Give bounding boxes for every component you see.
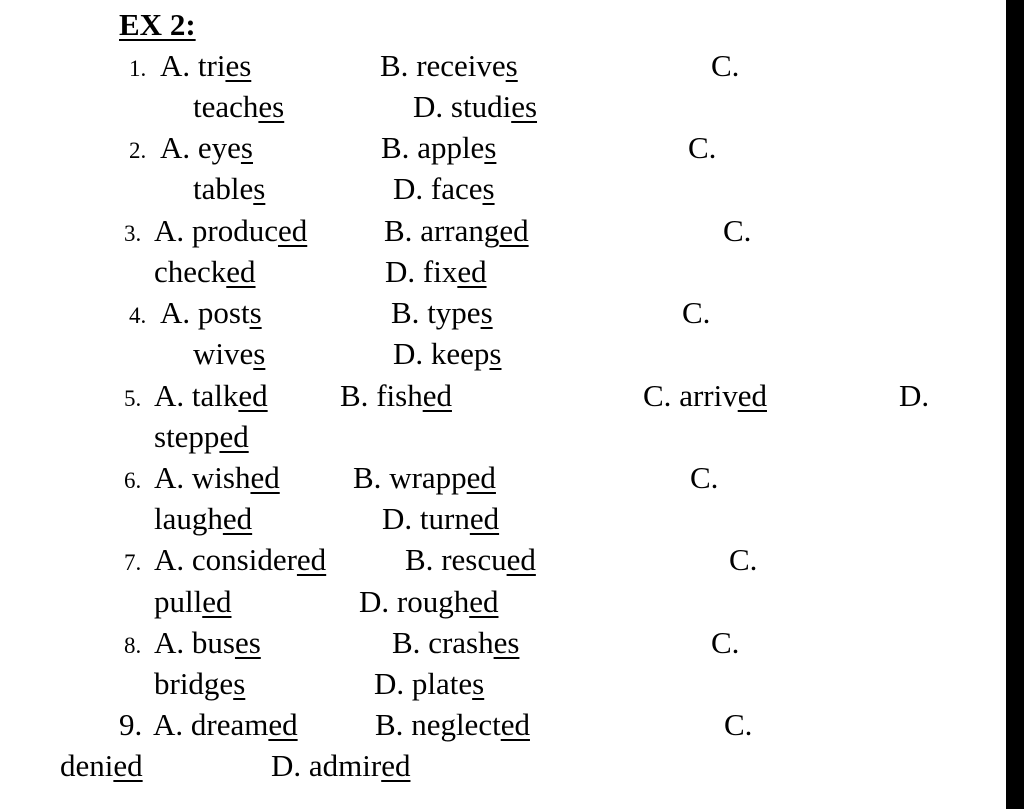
- question-5-number: 5.: [124, 386, 142, 411]
- q7-option-c-letter: C.: [729, 542, 758, 577]
- q7-option-b: B. rescued: [405, 542, 536, 577]
- q6-option-a: A. wished: [154, 460, 280, 495]
- question-3-number: 3.: [124, 221, 142, 246]
- q5-option-c: C. arrived: [643, 378, 767, 413]
- q5-option-d-word: stepped: [154, 419, 249, 454]
- q8-option-c-word: bridges: [154, 666, 246, 701]
- q6-option-c-letter: C.: [690, 460, 719, 495]
- q4-option-d: D. keeps: [393, 336, 502, 371]
- q2-option-c-word: tables: [193, 171, 266, 206]
- q6-option-b: B. wrapped: [353, 460, 496, 495]
- q3-option-b: B. arranged: [384, 213, 529, 248]
- q5-option-a: A. talked: [154, 378, 268, 413]
- q8-option-b: B. crashes: [392, 625, 520, 660]
- q7-option-a: A. considered: [154, 542, 327, 577]
- exercise-heading: EX 2:: [119, 7, 196, 42]
- q1-option-a: A. tries: [160, 48, 252, 83]
- q4-option-b: B. types: [391, 295, 493, 330]
- q5-option-b: B. fished: [340, 378, 452, 413]
- q6-option-d: D. turned: [382, 501, 500, 536]
- q9-option-a: A. dreamed: [153, 707, 298, 742]
- q6-option-c-word: laughed: [154, 501, 253, 536]
- question-2-number: 2.: [129, 138, 147, 163]
- q1-option-b: B. receives: [380, 48, 518, 83]
- q2-option-a: A. eyes: [160, 130, 253, 165]
- q2-option-c-letter: C.: [688, 130, 717, 165]
- q9-option-c-letter: C.: [724, 707, 753, 742]
- q1-option-c-letter: C.: [711, 48, 740, 83]
- q1-option-d: D. studies: [413, 89, 538, 124]
- question-9-number: 9.: [119, 707, 143, 742]
- q3-option-c-word: checked: [154, 254, 256, 289]
- question-8-number: 8.: [124, 633, 142, 658]
- q8-option-c-letter: C.: [711, 625, 740, 660]
- q1-option-c-word: teaches: [193, 89, 285, 124]
- q7-option-c-word: pulled: [154, 584, 232, 619]
- q4-option-c-letter: C.: [682, 295, 711, 330]
- q8-option-a: A. buses: [154, 625, 261, 660]
- q8-option-d: D. plates: [374, 666, 485, 701]
- q2-option-d: D. faces: [393, 171, 495, 206]
- q3-option-c-letter: C.: [723, 213, 752, 248]
- q3-option-d: D. fixed: [385, 254, 487, 289]
- q3-option-a: A. produced: [154, 213, 308, 248]
- question-1-number: [129, 48, 146, 87]
- q9-option-d: D. admired: [271, 748, 411, 783]
- q7-option-d: D. roughed: [359, 584, 499, 619]
- right-edge-bar: [1006, 0, 1024, 809]
- question-number: 1.: [129, 56, 147, 81]
- q5-option-d-letter: D.: [899, 378, 930, 413]
- q2-option-b: B. apples: [381, 130, 497, 165]
- q9-option-b: B. neglected: [375, 707, 530, 742]
- question-6-number: 6.: [124, 468, 142, 493]
- q4-option-c-word: wives: [193, 336, 266, 371]
- question-7-number: 7.: [124, 550, 142, 575]
- q4-option-a: A. posts: [160, 295, 262, 330]
- q9-option-c-word: denied: [60, 748, 143, 783]
- question-4-number: 4.: [129, 303, 147, 328]
